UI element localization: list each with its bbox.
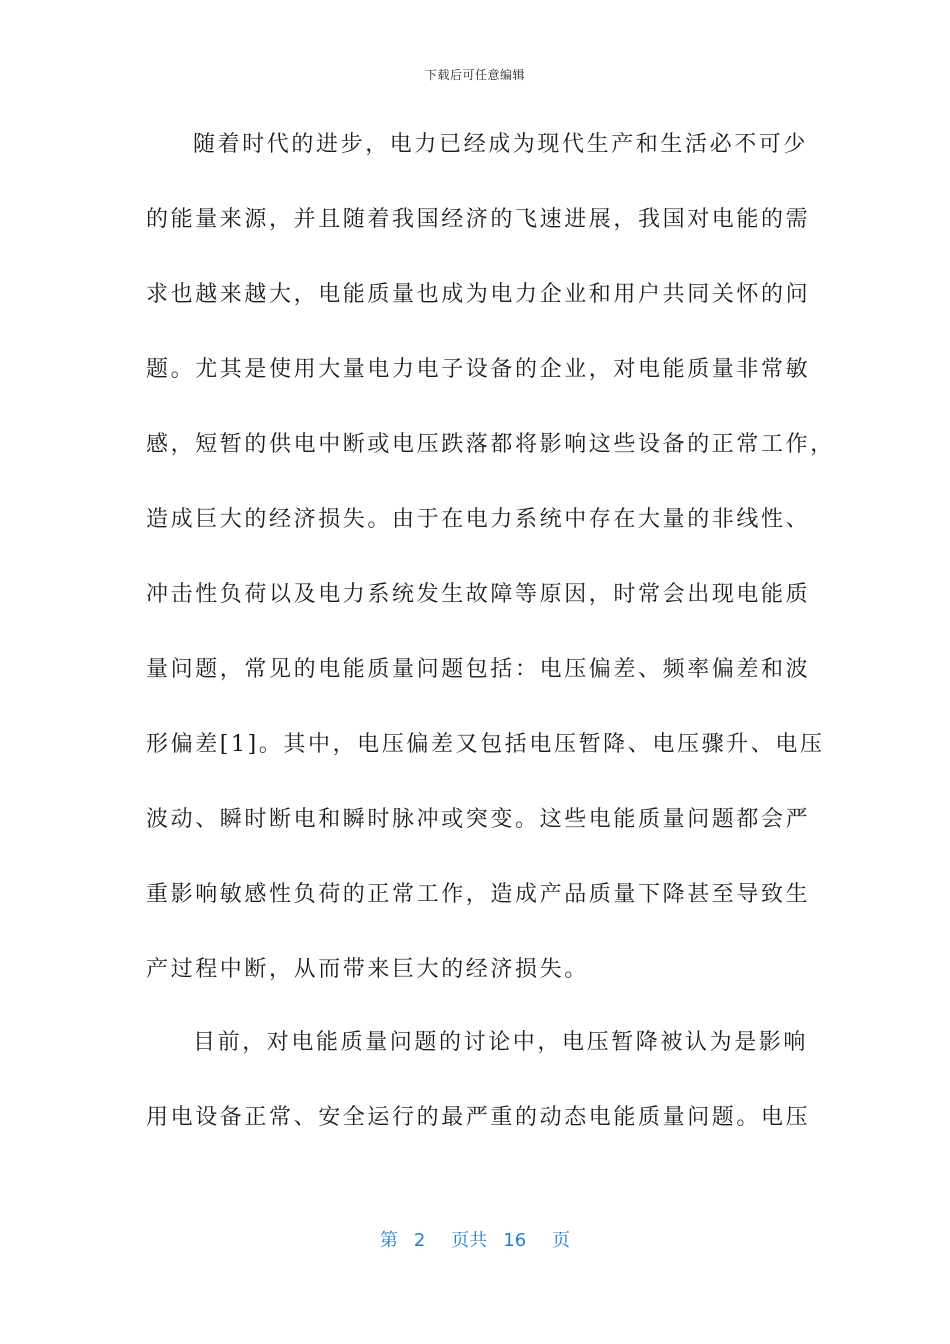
paragraph-1-line-5: 感，短暂的供电中断或电压跌落都将影响这些设备的正常工作， <box>146 432 835 457</box>
paragraph-1-line-11: 重影响敏感性负荷的正常工作，造成产品质量下降甚至导致生 <box>146 882 811 907</box>
paragraph-1-line-12: 产过程中断，从而带来巨大的经济损失。 <box>146 957 589 982</box>
page-number: 2 <box>413 1230 426 1251</box>
page-suffix: 页 <box>552 1230 571 1251</box>
paragraph-2-line-2: 用电设备正常、安全运行的最严重的动态电能质量问题。电压 <box>146 1105 811 1130</box>
paragraph-1-line-6: 造成巨大的经济损失。由于在电力系统中存在大量的非线性、 <box>146 507 811 532</box>
paragraph-2-line-1: 目前，对电能质量问题的讨论中，电压暂降被认为是影响 <box>193 1030 809 1055</box>
header-note: 下载后可任意编辑 <box>424 68 525 82</box>
page-prefix: 第 <box>379 1230 398 1251</box>
paragraph-1-line-9: 形偏差[1]。其中，电压偏差又包括电压暂降、电压骤升、电压 <box>146 732 825 757</box>
page-footer <box>0 1226 950 1252</box>
paragraph-1-line-3: 求也越来越大，电能质量也成为电力企业和用户共同关怀的问 <box>146 282 811 307</box>
paragraph-1-line-8: 量问题，常见的电能质量问题包括：电压偏差、频率偏差和波 <box>146 657 811 682</box>
total-pages: 16 <box>503 1230 527 1251</box>
paragraph-1-line-7: 冲击性负荷以及电力系统发生故障等原因，时常会出现电能质 <box>146 582 811 607</box>
paragraph-1-line-1: 随着时代的进步，电力已经成为现代生产和生活必不可少 <box>193 132 809 157</box>
page-mid-label: 页共 <box>451 1230 488 1251</box>
paragraph-1-line-4: 题。尤其是使用大量电力电子设备的企业，对电能质量非常敏 <box>146 357 811 382</box>
paragraph-1-line-10: 波动、瞬时断电和瞬时脉冲或突变。这些电能质量问题都会严 <box>146 807 811 832</box>
paragraph-1-line-2: 的能量来源，并且随着我国经济的飞速进展，我国对电能的需 <box>146 207 811 232</box>
